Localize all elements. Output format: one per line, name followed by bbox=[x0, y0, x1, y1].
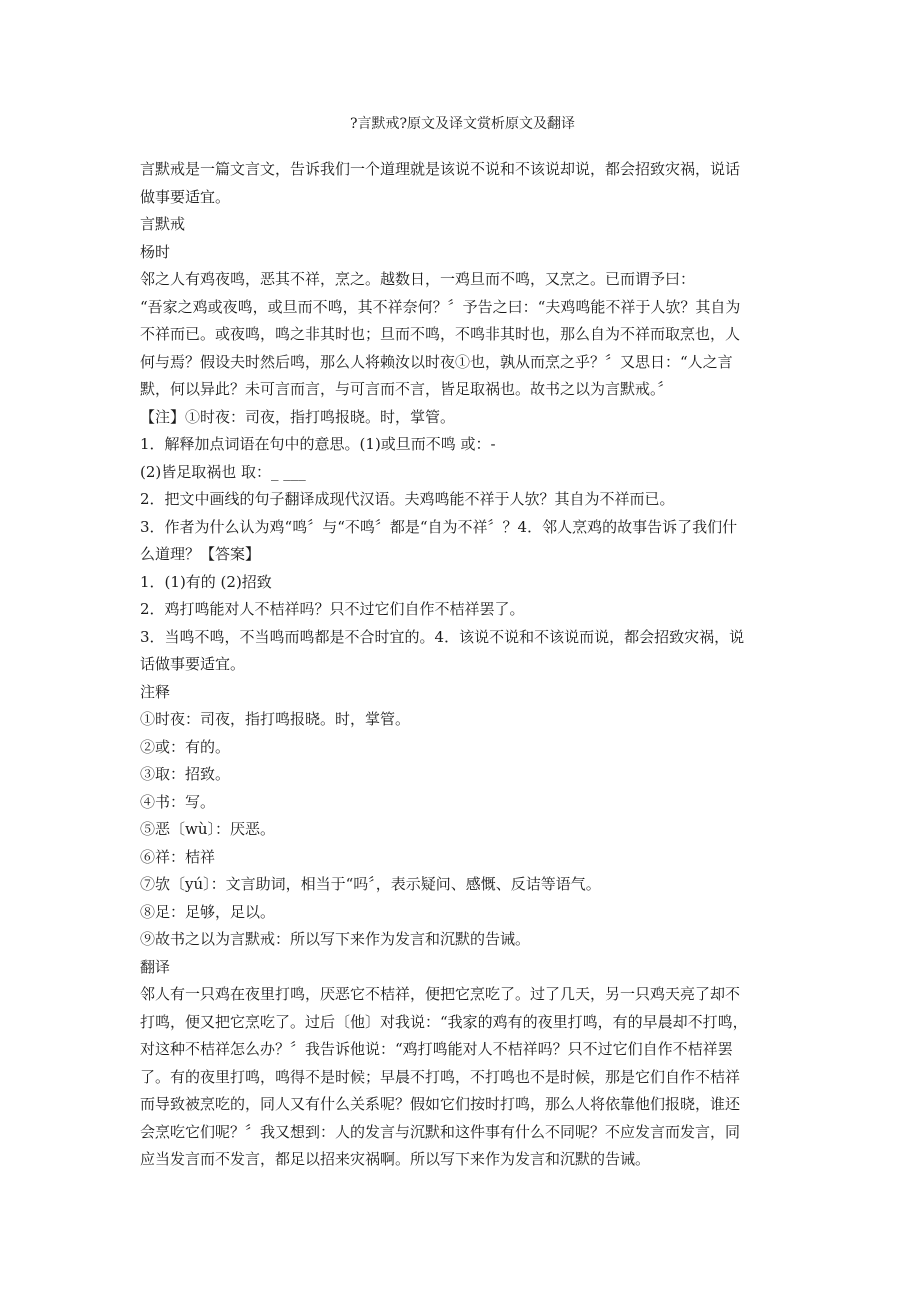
text-line: ⑤恶〔wù〕：厌恶。 bbox=[140, 820, 276, 838]
text-line: 邻之人有鸡夜鸣，恶其不祥，烹之。越数日，一鸡旦而不鸣，又烹之。已而谓予曰： bbox=[140, 270, 696, 288]
text-line: 做事要适宜。 bbox=[140, 187, 231, 206]
text-line: ④书：写。 bbox=[140, 792, 216, 811]
text-line: 应当发言而不发言，都足以招来灾祸啊。所以写下来作为发言和沉默的告诫。 bbox=[140, 1150, 651, 1168]
text-line: 邻人有一只鸡在夜里打鸣，厌恶它不桔祥，便把它烹吃了。过了几天，另一只鸡天亮了却不 bbox=[140, 985, 741, 1003]
text-line: ⑧足：足够，足以。 bbox=[140, 902, 276, 921]
text-line: 不祥而已。或夜鸣，鸣之非其时也；旦而不鸣，不鸣非其时也，那么自为不祥而取烹也，人 bbox=[140, 325, 741, 343]
text-line: 2．把文中画线的句子翻译成现代汉语。夫鸡鸣能不祥于人欤？其自为不祥而已。 bbox=[140, 490, 675, 508]
text-line: 对这种不桔祥怎么办？〞我告诉他说：“鸡打鸣能对人不桔祥吗？只不过它们自作不桔祥罢 bbox=[140, 1040, 733, 1058]
text-line: 言默戒是一篇文言文，告诉我们一个道理就是该说不说和不该说却说，都会招致灾祸，说话 bbox=[140, 160, 741, 178]
text-line: 3．作者为什么认为鸡“鸣〞与“不鸣〞都是“自为不祥〞？4．邻人烹鸡的故事告诉了我们什 bbox=[140, 517, 738, 536]
text-line: 1．解释加点词语在句中的意思。(1)或旦而不鸣 或：- bbox=[140, 435, 496, 453]
text-line: 杨时 bbox=[140, 242, 171, 261]
document-page bbox=[140, 112, 785, 1174]
document-body bbox=[140, 156, 785, 1174]
text-line: ①时夜：司夜，指打鸣报晓。时，掌管。 bbox=[140, 710, 411, 728]
text-line: 【注】①时夜：司夜，指打鸣报晓。时，掌管。 bbox=[140, 407, 456, 426]
text-line: 言默戒 bbox=[140, 215, 186, 233]
text-line: 2．鸡打鸣能对人不桔祥吗？只不过它们自作不桔祥罢了。 bbox=[140, 600, 525, 618]
text-line: 3．当鸣不鸣，不当鸣而鸣都是不合时宜的。4．该说不说和不该说而说，都会招致灾祸，说 bbox=[140, 627, 745, 646]
text-line: 1．(1)有的 (2)招致 bbox=[140, 572, 272, 591]
text-line: 了。有的夜里打鸣，鸣得不是时候；早晨不打鸣，不打鸣也不是时候，那是它们自作不桔祥 bbox=[140, 1067, 741, 1086]
text-line: 何与焉？假设夫时然后鸣，那么人将赖汝以时夜①也，孰从而烹之乎？〞又思日：“人之言 bbox=[140, 352, 733, 371]
text-line: ⑦欤〔yú〕：文言助词，相当于“吗〞，表示疑问、感慨、反诘等语气。 bbox=[140, 875, 601, 893]
text-line: ⑨故书之以为言默戒：所以写下来作为发言和沉默的告诫。 bbox=[140, 930, 531, 948]
text-line: 么道理？【答案】 bbox=[140, 545, 261, 563]
text-line: 而导致被烹吃的，同人又有什么关系呢？假如它们按时打鸣，那么人将依靠他们报晓，谁还 bbox=[140, 1095, 741, 1113]
text-line: 话做事要适宜。 bbox=[140, 655, 246, 673]
text-line: “吾家之鸡或夜鸣，或旦而不鸣，其不祥奈何？〞予告之曰：“夫鸡鸣能不祥于人欤？其自为 bbox=[140, 297, 741, 316]
text-line: 注释 bbox=[140, 682, 171, 701]
text-line: 打鸣，便又把它烹吃了。过后〔他〕对我说：“我家的鸡有的夜里打鸣，有的早晨却不打鸣， bbox=[140, 1012, 748, 1031]
text-line: ②或：有的。 bbox=[140, 737, 231, 756]
document-title: ?言默戒?原文及译文赏析原文及翻译 bbox=[349, 116, 575, 132]
text-line: 会烹吃它们呢？〞我又想到：人的发言与沉默和这件事有什么不同呢？不应发言而发言，同 bbox=[140, 1122, 741, 1141]
text-line: 默，何以异此？未可言而言，与可言而不言，皆足取祸也。故书之以为言默戒。〞 bbox=[140, 380, 673, 398]
text-line: (2)皆足取祸也 取：_ ___ bbox=[140, 462, 306, 481]
text-line: ③取：招致。 bbox=[140, 765, 231, 783]
text-line: 翻译 bbox=[140, 957, 171, 976]
text-line: ⑥祥：桔祥 bbox=[140, 847, 216, 866]
